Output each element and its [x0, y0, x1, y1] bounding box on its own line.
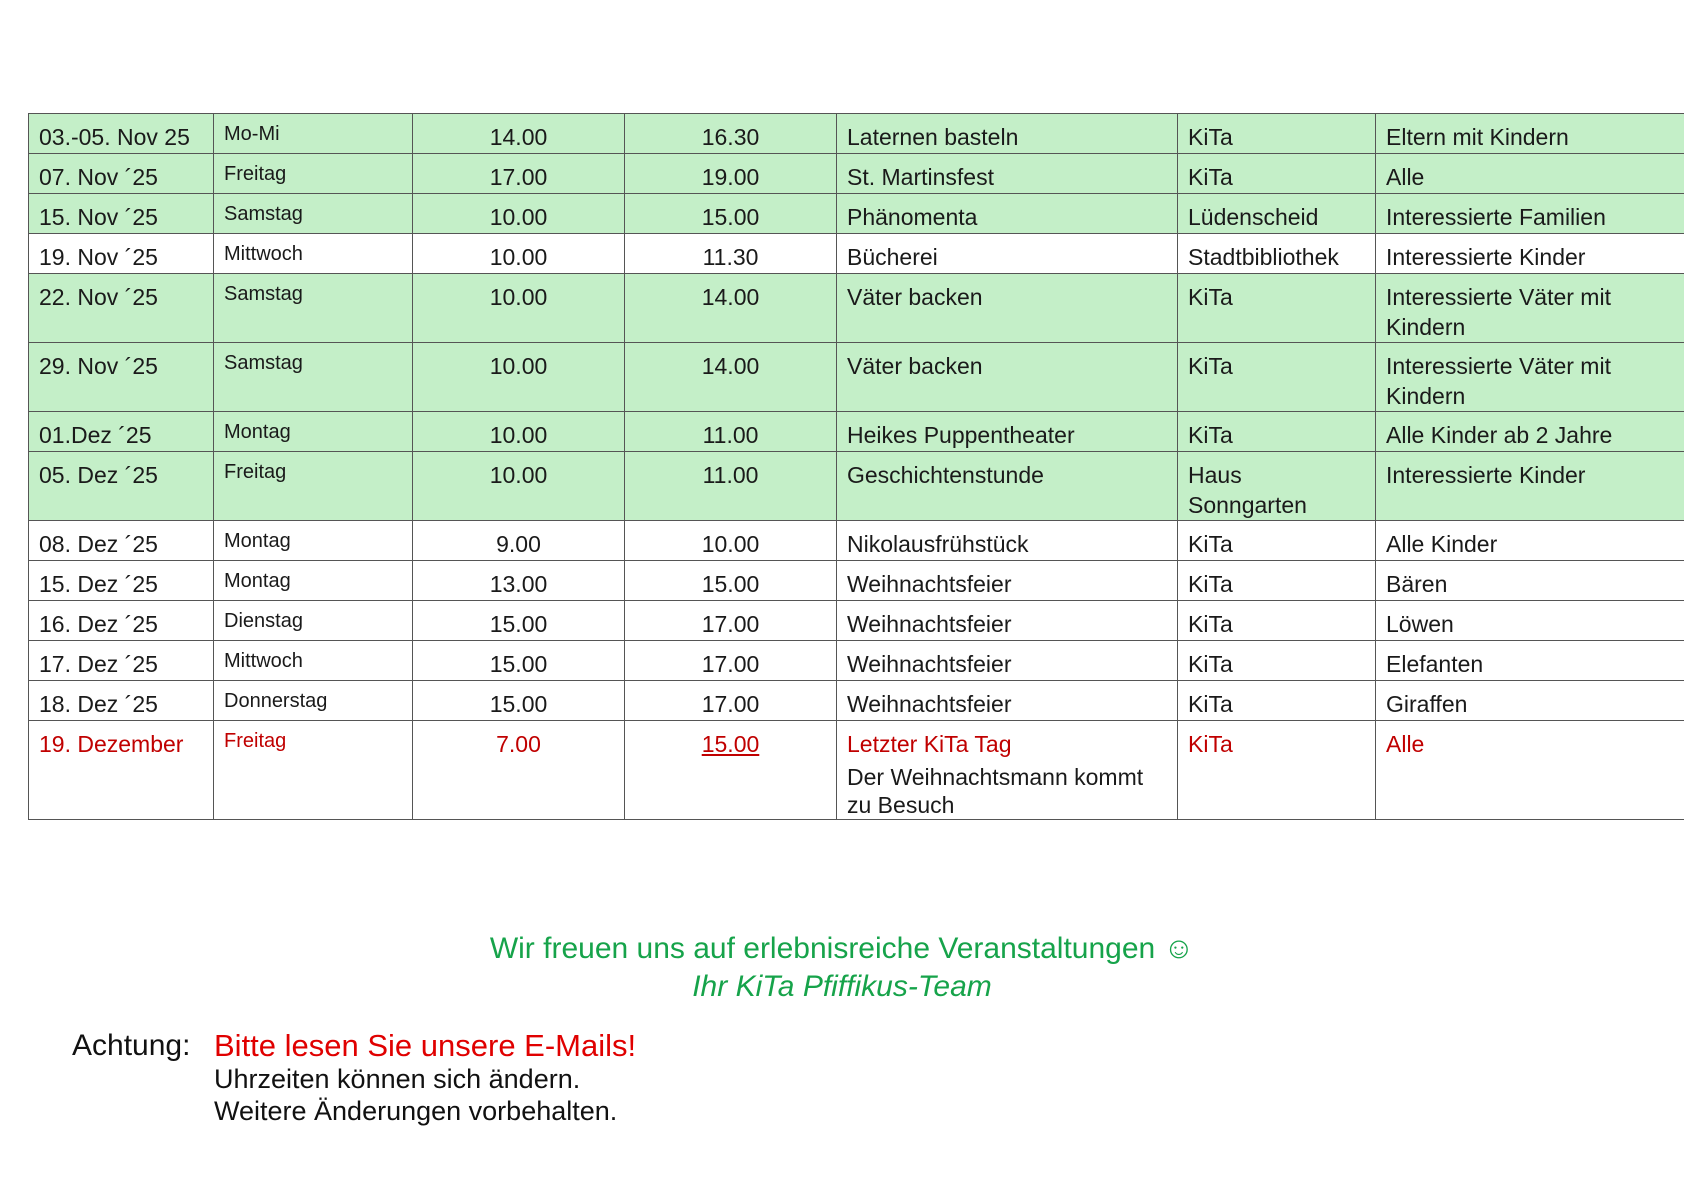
- end-time-cell-text: 11.00: [702, 462, 759, 488]
- audience-cell-text: Giraffen: [1386, 691, 1468, 717]
- audience-cell: [1376, 521, 1684, 561]
- audience-cell-text: Interessierte Kinder: [1386, 462, 1586, 488]
- end-time-cell-text: 15.00: [701, 571, 760, 597]
- date-cell-text: 05. Dez ´25: [39, 462, 158, 488]
- end-time-cell-text: 17.00: [701, 651, 760, 677]
- event-cell: [837, 234, 1178, 274]
- weekday-cell: [214, 601, 413, 641]
- event-cell: [837, 721, 1178, 820]
- weekday-cell-text: Mittwoch: [224, 650, 303, 672]
- event-cell-text: Heikes Puppentheater: [847, 422, 1075, 448]
- notice-label: Achtung:: [72, 1029, 191, 1062]
- audience-cell-text: Alle: [1386, 164, 1425, 190]
- audience-cell-text: Alle: [1386, 731, 1425, 757]
- weekday-cell-text: Samstag: [224, 203, 303, 225]
- start-time-cell-text: 10.00: [489, 284, 548, 310]
- location-cell-text: KiTa: [1188, 611, 1233, 637]
- event-cell: [837, 114, 1178, 154]
- date-cell: [29, 274, 214, 343]
- date-cell-text: 29. Nov ´25: [39, 353, 158, 379]
- end-time-cell-text: 15.00: [701, 204, 760, 230]
- weekday-cell-text: Mittwoch: [224, 243, 303, 265]
- audience-cell: [1376, 452, 1684, 521]
- greeting-text: Wir freuen uns auf erlebnisreiche Veranstaltungen ☺: [489, 932, 1195, 965]
- event-cell: [837, 521, 1178, 561]
- table-row: [29, 721, 1684, 820]
- start-time-cell: [413, 194, 625, 234]
- location-cell-text: KiTa: [1188, 731, 1233, 757]
- location-cell: [1178, 114, 1376, 154]
- weekday-cell: [214, 154, 413, 194]
- event-cell-text: Bücherei: [847, 244, 938, 270]
- end-time-cell: [625, 194, 837, 234]
- date-cell-text: 15. Nov ´25: [39, 204, 158, 230]
- audience-cell: [1376, 601, 1684, 641]
- date-cell: [29, 114, 214, 154]
- end-time-cell-text: 14.00: [701, 353, 760, 379]
- weekday-cell: [214, 641, 413, 681]
- location-cell: [1178, 641, 1376, 681]
- event-cell-text: Nikolausfrühstück: [847, 531, 1029, 557]
- weekday-cell-text: Dienstag: [224, 610, 303, 632]
- audience-cell: [1376, 641, 1684, 681]
- date-cell: [29, 154, 214, 194]
- weekday-cell-text: Freitag: [224, 461, 287, 483]
- date-cell-text: 19. Dezember: [39, 731, 184, 757]
- date-cell-text: 17. Dez ´25: [39, 651, 158, 677]
- notice-line-changes: Weitere Änderungen vorbehalten.: [214, 1096, 618, 1126]
- weekday-cell: [214, 234, 413, 274]
- event-cell-text: Letzter KiTa Tag: [847, 731, 1012, 757]
- end-time-cell: [625, 521, 837, 561]
- start-time-cell: [413, 412, 625, 452]
- weekday-cell: [214, 343, 413, 412]
- location-cell-text: Stadtbibliothek: [1188, 244, 1339, 270]
- date-cell: [29, 641, 214, 681]
- date-cell: [29, 412, 214, 452]
- audience-cell: [1376, 412, 1684, 452]
- location-cell: [1178, 721, 1376, 820]
- end-time-cell-text: 10.00: [701, 531, 760, 557]
- location-cell: [1178, 154, 1376, 194]
- event-cell-text: Väter backen: [847, 353, 983, 379]
- location-cell: [1178, 452, 1376, 521]
- footer-greeting: [0, 930, 1684, 1006]
- audience-cell: [1376, 194, 1684, 234]
- notice-lines: [214, 1029, 1114, 1127]
- date-cell-text: 22. Nov ´25: [39, 284, 158, 310]
- weekday-cell: [214, 521, 413, 561]
- end-time-cell: [625, 561, 837, 601]
- event-cell-text: Laternen basteln: [847, 124, 1019, 150]
- location-cell-text: KiTa: [1188, 422, 1233, 448]
- date-cell-text: 03.-05. Nov 25: [39, 124, 190, 150]
- date-cell: [29, 721, 214, 820]
- location-cell: [1178, 521, 1376, 561]
- start-time-cell: [413, 641, 625, 681]
- weekday-cell: [214, 412, 413, 452]
- event-cell-text: Weihnachtsfeier: [847, 651, 1012, 677]
- event-cell-text: Weihnachtsfeier: [847, 611, 1012, 637]
- weekday-cell: [214, 274, 413, 343]
- event-cell: [837, 641, 1178, 681]
- date-cell: [29, 521, 214, 561]
- audience-cell-text: Elefanten: [1386, 651, 1484, 677]
- start-time-cell: [413, 601, 625, 641]
- event-cell: [837, 412, 1178, 452]
- event-cell-text: Väter backen: [847, 284, 983, 310]
- date-cell: [29, 343, 214, 412]
- start-time-cell: [413, 452, 625, 521]
- date-cell: [29, 452, 214, 521]
- audience-cell-text: Interessierte Familien: [1386, 204, 1606, 230]
- location-cell-text: KiTa: [1188, 124, 1233, 150]
- start-time-cell-text: 10.00: [489, 353, 548, 379]
- location-cell: [1178, 601, 1376, 641]
- weekday-cell-text: Samstag: [224, 283, 303, 305]
- audience-cell: [1376, 681, 1684, 721]
- location-cell-text: KiTa: [1188, 284, 1233, 310]
- weekday-cell-text: Montag: [224, 421, 291, 443]
- start-time-cell-text: 10.00: [489, 204, 548, 230]
- table-row: [29, 681, 1684, 721]
- end-time-cell: [625, 412, 837, 452]
- location-cell-text: KiTa: [1188, 651, 1233, 677]
- audience-cell: [1376, 721, 1684, 820]
- table-row: [29, 274, 1684, 343]
- table-row: [29, 561, 1684, 601]
- table-row: [29, 114, 1684, 154]
- end-time-cell: [625, 274, 837, 343]
- notice-alert: Bitte lesen Sie unsere E-Mails!: [214, 1028, 637, 1063]
- audience-cell-text: Bären: [1386, 571, 1448, 597]
- date-cell-text: 15. Dez ´25: [39, 571, 158, 597]
- event-cell: [837, 154, 1178, 194]
- end-time-cell: [625, 721, 837, 820]
- event-cell: [837, 681, 1178, 721]
- end-time-cell: [625, 234, 837, 274]
- event-cell: [837, 194, 1178, 234]
- date-cell: [29, 234, 214, 274]
- date-cell-text: 08. Dez ´25: [39, 531, 158, 557]
- end-time-cell-text: 17.00: [701, 691, 760, 717]
- event-cell-text: Weihnachtsfeier: [847, 691, 1012, 717]
- audience-cell: [1376, 234, 1684, 274]
- table-row: [29, 154, 1684, 194]
- weekday-cell-text: Samstag: [224, 352, 303, 374]
- table-row: [29, 194, 1684, 234]
- end-time-cell-text: 11.30: [702, 244, 759, 270]
- table-row: [29, 452, 1684, 521]
- start-time-cell-text: 14.00: [489, 124, 548, 150]
- weekday-cell: [214, 721, 413, 820]
- end-time-cell: [625, 641, 837, 681]
- location-cell: [1178, 412, 1376, 452]
- audience-cell-text: Alle Kinder: [1386, 531, 1498, 557]
- date-cell-text: 01.Dez ´25: [39, 422, 152, 448]
- audience-cell: [1376, 114, 1684, 154]
- location-cell-text: KiTa: [1188, 691, 1233, 717]
- end-time-cell: [625, 601, 837, 641]
- weekday-cell: [214, 561, 413, 601]
- weekday-cell-text: Donnerstag: [224, 690, 328, 712]
- start-time-cell-text: 10.00: [489, 244, 548, 270]
- weekday-cell-text: Montag: [224, 530, 291, 552]
- event-cell-text: Phänomenta: [847, 204, 978, 230]
- weekday-cell: [214, 452, 413, 521]
- event-cell-text: Geschichtenstunde: [847, 462, 1044, 488]
- location-cell: [1178, 234, 1376, 274]
- end-time-cell: [625, 681, 837, 721]
- start-time-cell: [413, 521, 625, 561]
- event-cell: [837, 561, 1178, 601]
- start-time-cell-text: 13.00: [489, 571, 548, 597]
- date-cell: [29, 681, 214, 721]
- start-time-cell-text: 9.00: [496, 531, 541, 557]
- start-time-cell: [413, 561, 625, 601]
- end-time-cell: [625, 114, 837, 154]
- end-time-cell-text: 11.00: [702, 422, 759, 448]
- weekday-cell: [214, 114, 413, 154]
- location-cell-text: Haus Sonngarten: [1188, 462, 1307, 518]
- audience-cell-text: Eltern mit Kindern: [1386, 124, 1569, 150]
- team-signature: Ihr KiTa Pfiffikus-Team: [692, 970, 992, 1003]
- date-cell: [29, 194, 214, 234]
- weekday-cell: [214, 681, 413, 721]
- audience-cell-text: Interessierte Väter mit Kindern: [1386, 353, 1611, 409]
- audience-cell: [1376, 561, 1684, 601]
- end-time-cell: [625, 154, 837, 194]
- weekday-cell: [214, 194, 413, 234]
- start-time-cell: [413, 234, 625, 274]
- start-time-cell: [413, 274, 625, 343]
- event-cell-text: Weihnachtsfeier: [847, 571, 1012, 597]
- location-cell-text: Lüdenscheid: [1188, 204, 1319, 230]
- location-cell-text: KiTa: [1188, 164, 1233, 190]
- event-schedule-table: [28, 113, 1684, 820]
- end-time-cell-text: 19.00: [701, 164, 760, 190]
- audience-cell: [1376, 154, 1684, 194]
- audience-cell-text: Interessierte Kinder: [1386, 244, 1586, 270]
- start-time-cell-text: 17.00: [489, 164, 548, 190]
- table-row: [29, 234, 1684, 274]
- location-cell: [1178, 681, 1376, 721]
- start-time-cell-text: 10.00: [489, 422, 548, 448]
- date-cell-text: 18. Dez ´25: [39, 691, 158, 717]
- end-time-cell: [625, 343, 837, 412]
- start-time-cell: [413, 681, 625, 721]
- schedule-body: [29, 114, 1684, 820]
- weekday-cell-text: Freitag: [224, 730, 287, 752]
- date-cell-text: 07. Nov ´25: [39, 164, 158, 190]
- end-time-cell-text: 16.30: [701, 124, 760, 150]
- start-time-cell-text: 15.00: [489, 691, 548, 717]
- audience-cell-text: Interessierte Väter mit Kindern: [1386, 284, 1611, 340]
- start-time-cell-text: 7.00: [496, 731, 541, 757]
- start-time-cell-text: 10.00: [489, 462, 548, 488]
- location-cell-text: KiTa: [1188, 353, 1233, 379]
- end-time-cell-text: 17.00: [701, 611, 760, 637]
- table-row: [29, 641, 1684, 681]
- weekday-cell-text: Freitag: [224, 163, 287, 185]
- audience-cell: [1376, 274, 1684, 343]
- location-cell-text: KiTa: [1188, 571, 1233, 597]
- date-cell-text: 16. Dez ´25: [39, 611, 158, 637]
- audience-cell-text: Löwen: [1386, 611, 1454, 637]
- notice-line-times: Uhrzeiten können sich ändern.: [214, 1064, 581, 1094]
- audience-cell-text: Alle Kinder ab 2 Jahre: [1386, 422, 1613, 448]
- start-time-cell: [413, 343, 625, 412]
- location-cell: [1178, 561, 1376, 601]
- location-cell: [1178, 343, 1376, 412]
- end-time-cell-text: 15.00: [701, 731, 760, 757]
- date-cell-text: 19. Nov ´25: [39, 244, 158, 270]
- end-time-cell-text: 14.00: [701, 284, 760, 310]
- event-cell: [837, 601, 1178, 641]
- table-row: [29, 412, 1684, 452]
- end-time-cell: [625, 452, 837, 521]
- start-time-cell-text: 15.00: [489, 651, 548, 677]
- start-time-cell: [413, 154, 625, 194]
- table-row: [29, 343, 1684, 412]
- event-cell-text: St. Martinsfest: [847, 164, 994, 190]
- location-cell: [1178, 274, 1376, 343]
- start-time-cell: [413, 721, 625, 820]
- date-cell: [29, 561, 214, 601]
- event-cell: [837, 343, 1178, 412]
- event-cell: [837, 274, 1178, 343]
- event-cell: [837, 452, 1178, 521]
- location-cell-text: KiTa: [1188, 531, 1233, 557]
- event-note-text: Der Weihnachtsmann kommt zu Besuch: [847, 764, 1144, 818]
- start-time-cell: [413, 114, 625, 154]
- audience-cell: [1376, 343, 1684, 412]
- start-time-cell-text: 15.00: [489, 611, 548, 637]
- table-row: [29, 521, 1684, 561]
- table-row: [29, 601, 1684, 641]
- date-cell: [29, 601, 214, 641]
- location-cell: [1178, 194, 1376, 234]
- weekday-cell-text: Montag: [224, 570, 291, 592]
- weekday-cell-text: Mo-Mi: [224, 123, 280, 145]
